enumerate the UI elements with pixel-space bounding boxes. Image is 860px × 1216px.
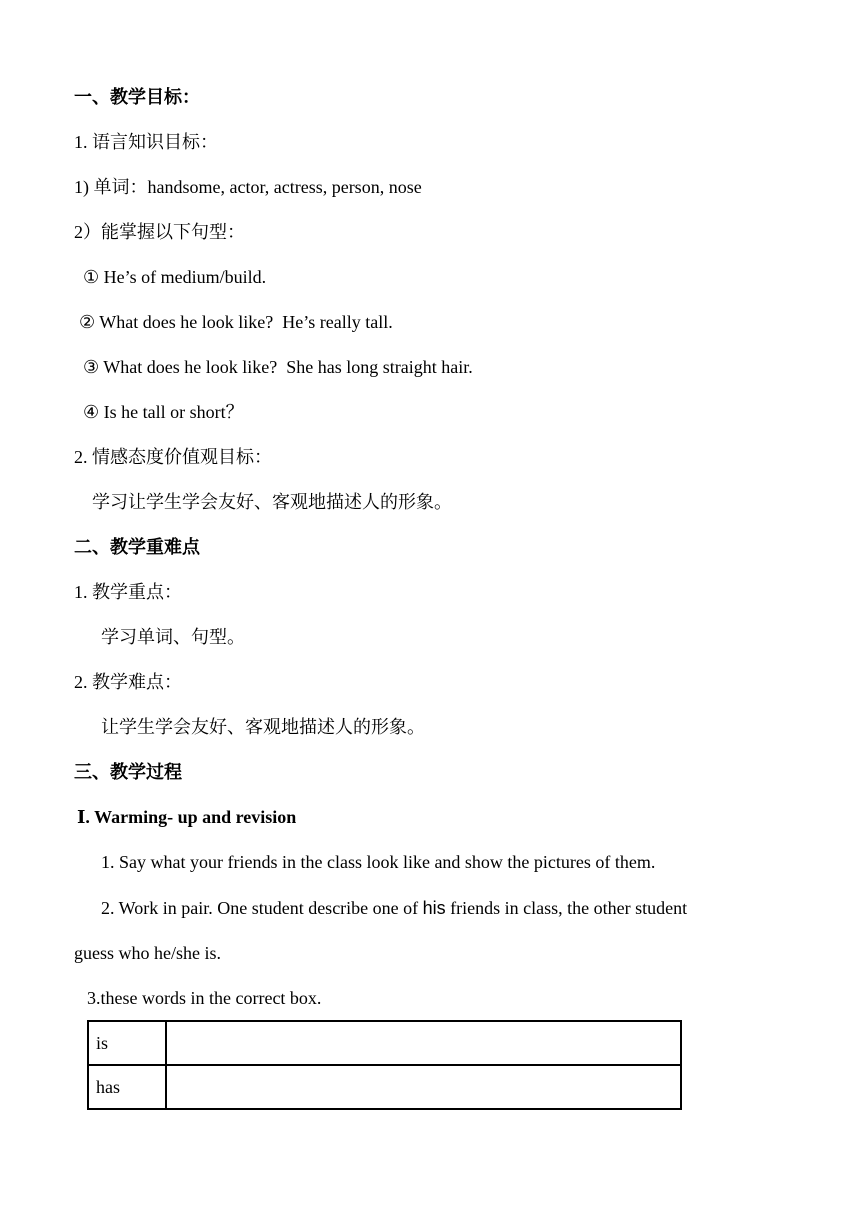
step-2-part-b: friends in class, the other student [445,898,688,918]
table-cell-value [166,1065,681,1109]
table-cell-label: is [88,1021,166,1065]
section-title-key-points: 二、教学重难点 [74,537,200,557]
stage-1-title: Ⅰ. Warming- up and revision [77,807,297,827]
emotion-objective-text: 学习让学生学会友好、客观地描述人的形象。 [92,492,452,512]
table-cell-value [166,1021,681,1065]
pattern-2: ② What does he look like? He’s really tall. [79,312,393,332]
table-cell-label: has [88,1065,166,1109]
table-row [88,1021,681,1065]
step-1: 1. Say what your friends in the class look like and show the pictures of them. [101,852,656,872]
step-3: 3.these words in the correct box. [87,988,322,1008]
sentence-patterns-heading: 2）能掌握以下句型： [74,222,245,242]
section-title-process: 三、教学过程 [74,762,182,782]
key-point-text: 学习单词、句型。 [101,627,245,647]
word-box-table [87,1020,682,1110]
step-2 [101,897,687,919]
vocabulary-line: 1) 单词：handsome, actor, actress, person, nose [74,177,422,197]
emotion-objective-heading: 2. 情感态度价值观目标： [74,447,272,467]
pattern-3: ③ What does he look like? She has long straight hair. [83,357,473,377]
step-2-continuation: guess who he/she is. [74,943,221,963]
difficulty-text: 让学生学会友好、客观地描述人的形象。 [101,717,425,737]
difficulty-heading: 2. 教学难点： [74,672,182,692]
pattern-1: ① He’s of medium/build. [83,267,267,287]
key-point-heading: 1. 教学重点： [74,582,182,602]
table-row [88,1065,681,1109]
step-2-part-a: 2. Work in pair. One student describe one of [101,898,423,918]
language-objective-heading: 1. 语言知识目标： [74,132,218,152]
step-2-his: his [422,898,446,918]
pattern-4: ④ Is he tall or short？ [83,402,244,422]
section-title-objectives: 一、教学目标： [74,87,200,107]
